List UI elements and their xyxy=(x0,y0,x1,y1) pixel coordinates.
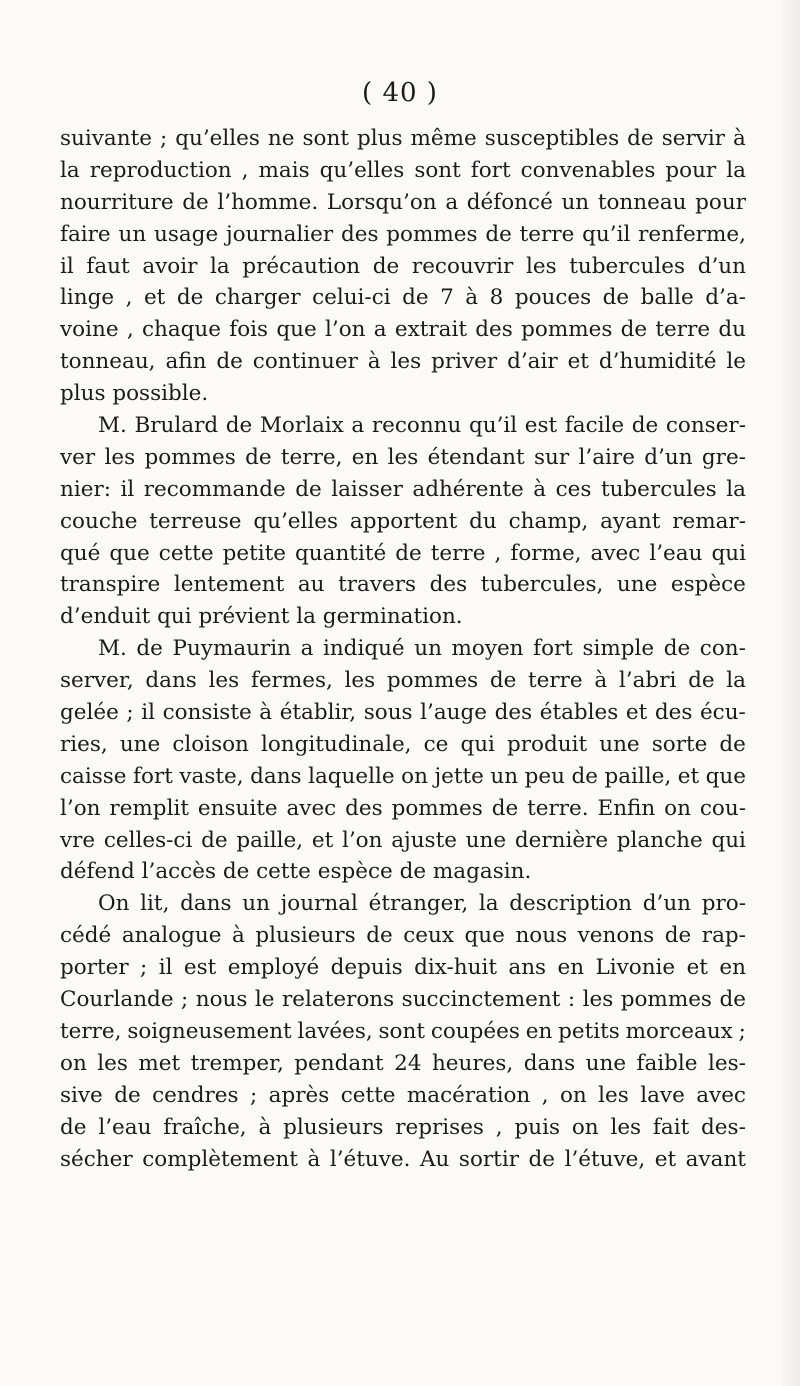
text-line: tonneau, afin de continuer à les priver d’air et d’humidité le xyxy=(60,349,746,375)
text-line: nourriture de l’homme. Lorsqu’on a défoncé un tonneau pour xyxy=(60,189,746,215)
text-line: linge , et de charger celui-ci de 7 à 8 pouces de balle d’a- xyxy=(60,285,746,311)
text-line: l’on remplit ensuite avec des pommes de terre. Enfin on cou- xyxy=(60,795,746,821)
text-line: il faut avoir la précaution de recouvrir les tubercules d’un xyxy=(60,253,746,279)
text-line: vre celles-ci de paille, et l’on ajuste une dernière planche qui xyxy=(60,827,746,853)
text-line: défend l’accès de cette espèce de magasin. xyxy=(60,859,532,885)
text-line: On lit, dans un journal étranger, la description d’un pro- xyxy=(98,891,746,917)
text-line: faire un usage journalier des pommes de terre qu’il renferme, xyxy=(60,221,746,247)
text-line: de l’eau fraîche, à plusieurs reprises , puis on les fait des- xyxy=(60,1114,746,1140)
text-line: voine , chaque fois que l’on a extrait des pommes de terre du xyxy=(60,317,746,343)
text-line: sécher complètement à l’étuve. Au sortir de l’étuve, et avant xyxy=(60,1146,746,1172)
text-line: on les met tremper, pendant 24 heures, dans une faible les- xyxy=(60,1050,746,1076)
text-line: gelée ; il consiste à établir, sous l’auge des étables et des écu- xyxy=(60,700,746,726)
text-line: cédé analogue à plusieurs de ceux que nous venons de rap- xyxy=(60,923,746,949)
text-line: la reproduction , mais qu’elles sont fort convenables pour la xyxy=(60,157,746,183)
text-line: nier: il recommande de laisser adhérente à ces tubercules la xyxy=(60,476,746,502)
text-line: caisse fort vaste, dans laquelle on jette un peu de paille, et que xyxy=(60,763,746,789)
text-line: terre, soigneusement lavées, sont coupées en petits morceaux ; xyxy=(60,1018,746,1044)
text-line: qué que cette petite quantité de terre , forme, avec l’eau qui xyxy=(60,540,746,566)
text-line: ver les pommes de terre, en les étendant sur l’aire d’un gre- xyxy=(60,444,746,470)
text-line: transpire lentement au travers des tubercules, une espèce xyxy=(60,572,746,598)
text-line: ries, une cloison longitudinale, ce qui produit une sorte de xyxy=(60,731,746,757)
text-line: couche terreuse qu’elles apportent du champ, ayant remar- xyxy=(60,508,746,534)
page-edge-shadow xyxy=(778,0,800,1386)
text-line: M. de Puymaurin a indiqué un moyen fort simple de con- xyxy=(98,636,746,662)
text-line: Courlande ; nous le relaterons succinctement : les pommes de xyxy=(60,987,746,1013)
page-number: ( 40 ) xyxy=(362,78,438,108)
text-line: porter ; il est employé depuis dix-huit ans en Livonie et en xyxy=(60,955,746,981)
text-line: d’enduit qui prévient la germination. xyxy=(60,604,463,630)
body-text xyxy=(60,123,746,1175)
text-line: plus possible. xyxy=(60,381,209,407)
text-line: M. Brulard de Morlaix a reconnu qu’il est facile de conser- xyxy=(98,413,746,439)
text-line: sive de cendres ; après cette macération , on les lave avec xyxy=(60,1082,746,1108)
text-line: suivante ; qu’elles ne sont plus même susceptibles de servir à xyxy=(60,126,746,151)
text-line: server, dans les fermes, les pommes de terre à l’abri de la xyxy=(60,668,746,694)
